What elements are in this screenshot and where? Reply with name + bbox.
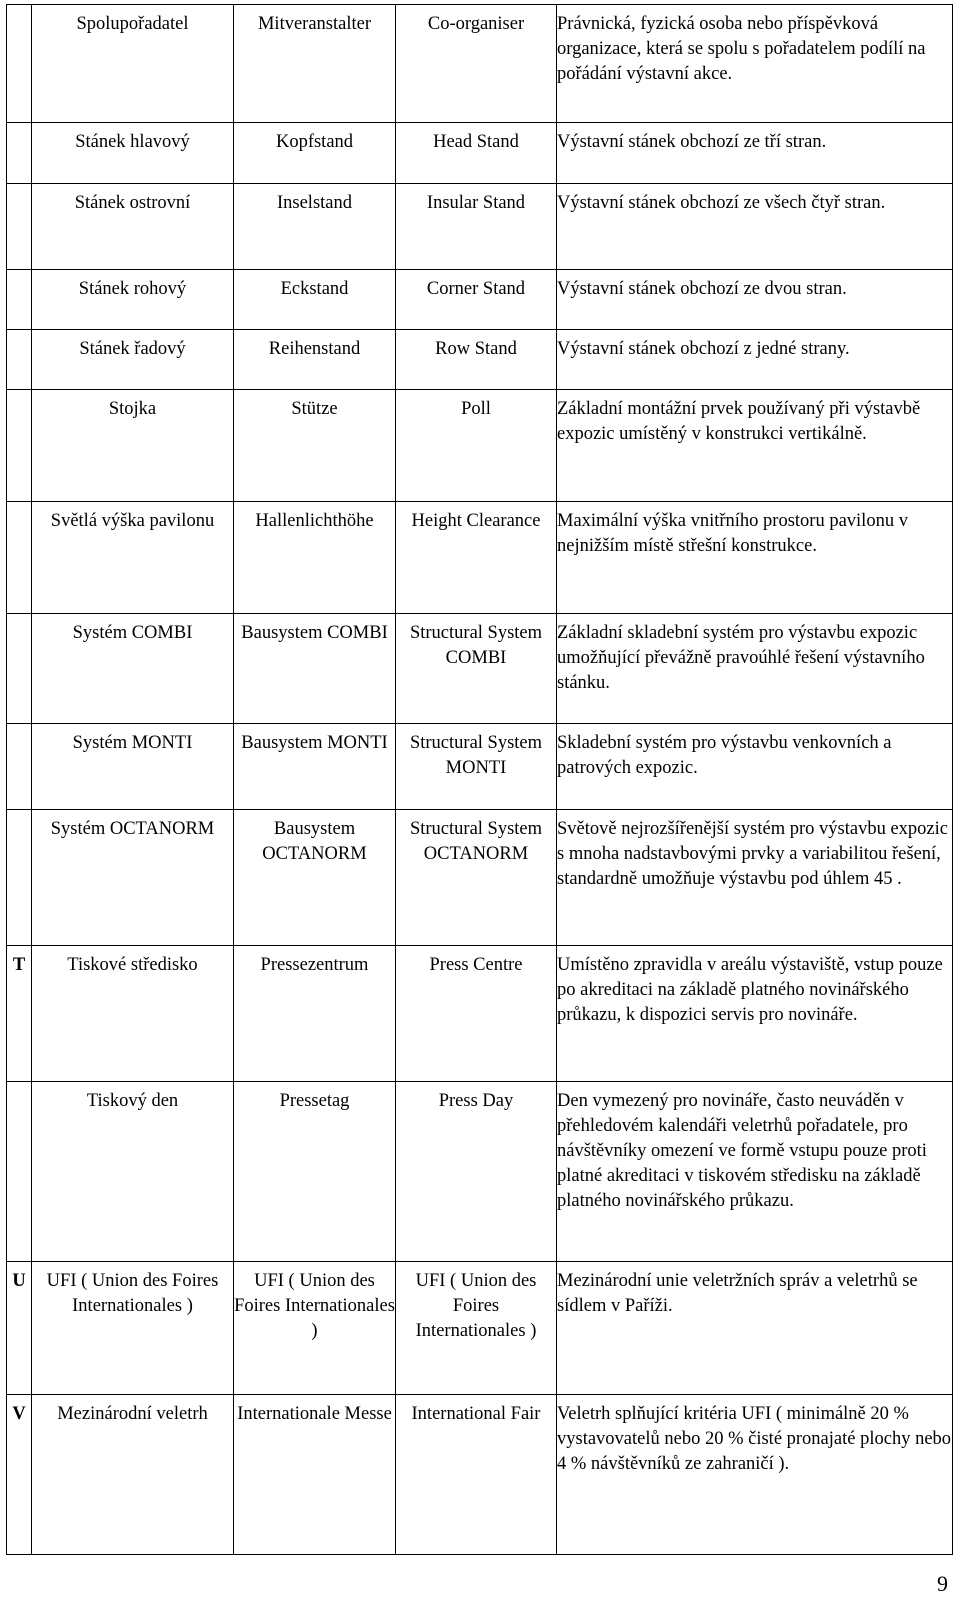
term-english: Press Day [438,1091,514,1111]
term-czech: Spolupořadatel [76,14,189,34]
term-english-cell [396,330,557,390]
table-row [7,390,953,502]
term-description-cell [557,5,953,123]
term-english-cell [396,724,557,810]
term-czech-cell [32,946,234,1082]
term-czech: Tiskové středisko [67,955,198,975]
table-row [7,1082,953,1262]
term-german-cell [234,184,396,270]
term-german: Eckstand [280,279,349,299]
term-czech-cell [32,1082,234,1262]
table-row [7,184,953,270]
term-description-cell [557,1082,953,1262]
term-description-cell [557,810,953,946]
term-czech: Stánek řadový [79,339,186,359]
term-german-cell [234,810,396,946]
term-german: Inselstand [276,193,352,213]
term-english: Height Clearance [411,511,541,531]
term-czech: Mezinárodní veletrh [57,1404,208,1424]
index-letter-cell [7,502,32,614]
term-czech: UFI ( Union des Foires Internationales ) [46,1271,219,1316]
term-description-cell [557,946,953,1082]
term-description: Základní montážní prvek používaný při výstavbě expozic umístěný v konstrukci vertikálně. [557,399,921,444]
term-english-cell [396,390,557,502]
term-english-cell [396,810,557,946]
term-german-cell [234,1262,396,1395]
index-letter-cell [7,614,32,724]
term-german-cell [234,724,396,810]
term-description: Výstavní stánek obchozí ze všech čtyř stran. [557,193,886,213]
index-letter-cell [7,330,32,390]
term-english-cell [396,123,557,184]
term-description: Skladební systém pro výstavbu venkovních a patrových expozic. [557,733,892,778]
term-german: Pressetag [279,1091,350,1111]
table-row [7,1262,953,1395]
term-english-cell [396,614,557,724]
term-german: Bausystem OCTANORM [262,819,367,864]
term-description: Mezinárodní unie veletržních správ a veletrhů se sídlem v Paříži. [557,1271,918,1316]
table-row [7,270,953,330]
table-row [7,5,953,123]
term-german-cell [234,270,396,330]
term-german: Stütze [291,399,338,419]
term-german-cell [234,614,396,724]
term-czech-cell [32,5,234,123]
glossary-table [6,4,953,1555]
index-letter-cell [7,1082,32,1262]
index-letter: U [12,1271,26,1291]
term-english: Head Stand [433,132,519,152]
term-description: Právnická, fyzická osoba nebo příspěvková organizace, která se spolu s pořadatelem podílí na pořádání výstavní akce. [557,14,926,84]
term-german: Internationale Messe [237,1404,392,1424]
term-czech-cell [32,330,234,390]
term-english: International Fair [411,1404,541,1424]
term-english: UFI ( Union des Foires Internationales ) [415,1271,537,1341]
term-czech-cell [32,270,234,330]
term-english: Co-organiser [427,14,525,34]
term-german-cell [234,5,396,123]
term-czech-cell [32,1395,234,1555]
term-czech: Tiskový den [86,1091,179,1111]
term-czech: Stánek hlavový [75,132,190,152]
index-letter-cell [7,5,32,123]
term-czech: Světlá výška pavilonu [50,511,215,531]
term-german-cell [234,390,396,502]
term-czech-cell [32,123,234,184]
term-english-cell [396,5,557,123]
index-letter [7,614,31,621]
index-letter: V [12,1404,26,1424]
term-description-cell [557,724,953,810]
term-english-cell [396,270,557,330]
term-description-cell [557,614,953,724]
term-description: Výstavní stánek obchozí z jedné strany. [557,339,850,359]
index-letter: T [12,955,26,975]
table-row [7,614,953,724]
term-description-cell [557,1262,953,1395]
index-letter [7,1082,31,1089]
index-letter-cell [7,1262,32,1395]
term-german: Bausystem MONTI [241,733,388,753]
term-description-cell [557,330,953,390]
term-czech: Stojka [108,399,157,419]
term-german: UFI ( Union des Foires Internationales ) [234,1271,395,1341]
term-english-cell [396,1262,557,1395]
term-german: Kopfstand [275,132,354,152]
term-german-cell [234,946,396,1082]
term-description: Světově nejrozšířenější systém pro výstavbu expozic s mnoha nadstavbovými prvky a variabilitou řešení, standardně umožňuje výstavbu pod úhlem 45 . [557,819,948,889]
term-german: Pressezentrum [260,955,369,975]
term-czech-cell [32,502,234,614]
index-letter-cell [7,724,32,810]
term-german-cell [234,330,396,390]
term-english: Structural System MONTI [409,733,543,778]
index-letter-cell [7,1395,32,1555]
index-letter [7,810,31,817]
term-czech-cell [32,390,234,502]
term-english-cell [396,1082,557,1262]
term-english-cell [396,502,557,614]
term-description-cell [557,502,953,614]
table-row [7,330,953,390]
table-row [7,724,953,810]
term-czech: Stánek rohový [78,279,187,299]
term-czech: Systém OCTANORM [50,819,215,839]
index-letter [7,724,31,731]
term-english: Structural System COMBI [409,623,543,668]
term-description-cell [557,123,953,184]
term-czech-cell [32,184,234,270]
term-czech: Systém MONTI [72,733,193,753]
index-letter-cell [7,270,32,330]
term-english-cell [396,184,557,270]
term-description: Den vymezený pro novináře, často neuváděn v přehledovém kalendáři veletrhů pořadatele, pro návštěvníky omezení ve formě vstupu pouze proti platné akreditaci v tiskovém středisku na základě platného novinářského průkazu. [557,1091,927,1211]
term-english: Press Centre [429,955,523,975]
term-czech: Stánek ostrovní [74,193,191,213]
term-description-cell [557,1395,953,1555]
index-letter [7,330,31,337]
term-description: Výstavní stánek obchozí ze dvou stran. [557,279,847,299]
term-german-cell [234,123,396,184]
table-row [7,946,953,1082]
term-czech-cell [32,724,234,810]
term-czech-cell [32,614,234,724]
term-description: Umístěno zpravidla v areálu výstaviště, vstup pouze po akreditaci na základě platného novinářského průkazu, k dispozici servis pro novináře. [557,955,943,1025]
term-english: Structural System OCTANORM [409,819,543,864]
term-german-cell [234,1082,396,1262]
index-letter [7,5,31,12]
term-german-cell [234,502,396,614]
term-english: Insular Stand [426,193,526,213]
table-row [7,810,953,946]
index-letter [7,184,31,191]
term-czech-cell [32,810,234,946]
term-description: Maximální výška vnitřního prostoru pavilonu v nejnižším místě střešní konstrukce. [557,511,908,556]
term-description-cell [557,390,953,502]
index-letter-cell [7,123,32,184]
index-letter-cell [7,946,32,1082]
table-row [7,502,953,614]
term-german: Bausystem COMBI [241,623,388,643]
table-row [7,1395,953,1555]
term-german-cell [234,1395,396,1555]
index-letter [7,390,31,397]
term-english: Row Stand [435,339,517,359]
index-letter [7,270,31,277]
term-german: Hallenlichthöhe [255,511,374,531]
term-description: Veletrh splňující kritéria UFI ( minimálně 20 % vystavovatelů nebo 20 % čisté pronajaté plochy nebo 4 % návštěvníků ze zahraničí ). [557,1404,952,1474]
term-english-cell [396,1395,557,1555]
index-letter [7,502,31,509]
term-description-cell [557,270,953,330]
term-english: Poll [461,399,491,419]
term-german: Reihenstand [268,339,361,359]
table-row [7,123,953,184]
index-letter-cell [7,810,32,946]
term-german: Mitveranstalter [257,14,371,34]
term-czech-cell [32,1262,234,1395]
page-number: 9 [937,1571,948,1596]
term-czech: Systém COMBI [72,623,193,643]
glossary-body [7,5,953,1555]
term-description-cell [557,184,953,270]
term-description: Základní skladební systém pro výstavbu expozic umožňující převážně pravoúhlé řešení výstavního stánku. [557,623,925,693]
term-description: Výstavní stánek obchozí ze tří stran. [557,132,827,152]
term-english-cell [396,946,557,1082]
index-letter [7,123,31,130]
index-letter-cell [7,390,32,502]
term-english: Corner Stand [426,279,526,299]
index-letter-cell [7,184,32,270]
